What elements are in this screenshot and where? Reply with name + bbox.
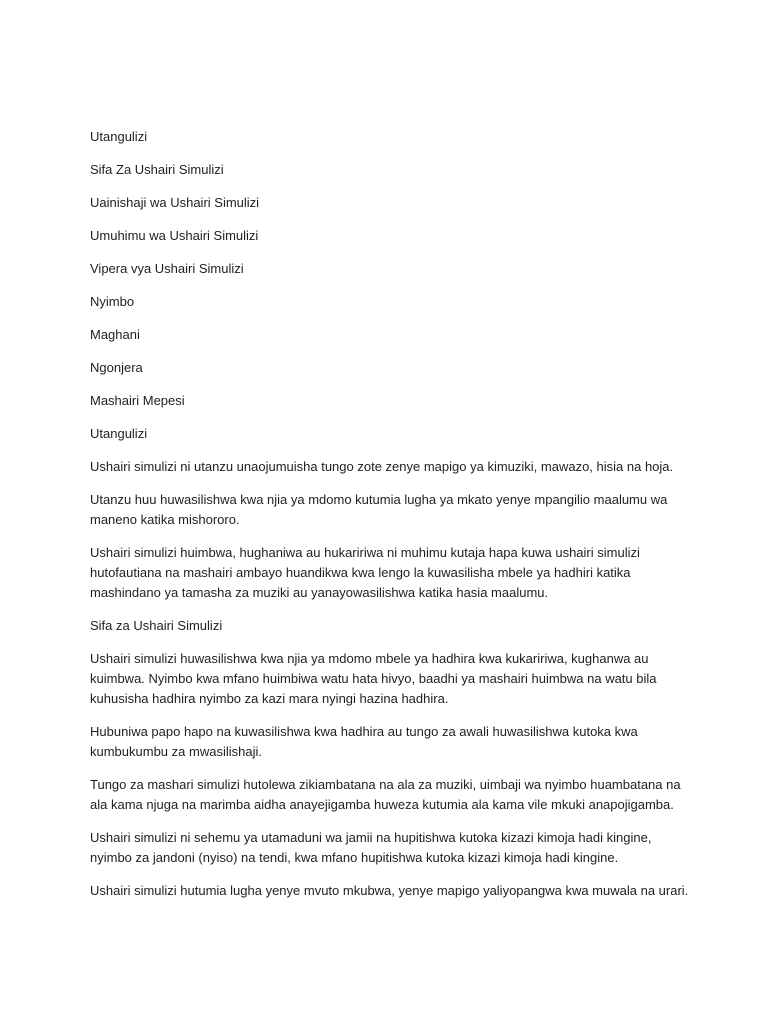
toc-item: Utangulizi	[90, 129, 148, 144]
paragraph: Ushairi simulizi hutumia lugha yenye mvuto mkubwa, yenye mapigo yaliyopangwa kwa muwala na urari.	[90, 883, 689, 898]
document-body	[90, 127, 690, 914]
toc-item: Maghani	[90, 327, 140, 342]
section-heading: Utangulizi	[90, 426, 148, 441]
toc-item: Nyimbo	[90, 294, 135, 309]
section-heading: Sifa za Ushairi Simulizi	[90, 618, 223, 633]
paragraph: Utanzu huu huwasilishwa kwa njia ya mdomo kutumia lugha ya mkato yenye mpangilio maalumu wa maneno katika mishororo.	[90, 492, 668, 527]
toc-item: Vipera vya Ushairi Simulizi	[90, 261, 244, 276]
toc-item: Ngonjera	[90, 360, 143, 375]
paragraph: Ushairi simulizi huimbwa, hughaniwa au hukaririwa ni muhimu kutaja hapa kuwa ushairi simulizi hutofautiana na mashairi ambayo huandikwa kwa lengo la kuwasilisha mbele ya hadhiri katika mashindano ya tamasha za muziki au yanayowasilishwa katika hasia maalumu.	[90, 545, 640, 600]
paragraph: Tungo za mashari simulizi hutolewa zikiambatana na ala za muziki, uimbaji wa nyimbo huambatana na ala kama njuga na marimba aidha anayejigamba huweza kutumia ala kama vile mkuki anapojigamba.	[90, 777, 681, 812]
toc-item: Sifa Za Ushairi Simulizi	[90, 162, 224, 177]
paragraph: Ushairi simulizi ni sehemu ya utamaduni wa jamii na hupitishwa kutoka kizazi kimoja hadi kingine, nyimbo za jandoni (nyiso) na tendi, kwa mfano hupitishwa kutoka kizazi kimoja hadi kingine.	[90, 830, 652, 865]
paragraph: Hubuniwa papo hapo na kuwasilishwa kwa hadhira au tungo za awali huwasilishwa kutoka kwa kumbukumbu za mwasilishaji.	[90, 724, 638, 759]
toc-item: Uainishaji wa Ushairi Simulizi	[90, 195, 260, 210]
toc-item: Umuhimu wa Ushairi Simulizi	[90, 228, 259, 243]
toc-item: Mashairi Mepesi	[90, 393, 185, 408]
paragraph: Ushairi simulizi huwasilishwa kwa njia ya mdomo mbele ya hadhira kwa kukaririwa, kughanwa au kuimbwa. Nyimbo kwa mfano huimbiwa watu hata hivyo, baadhi ya mashairi huimbwa na watu bila kuhusisha hadhira nyimbo za kazi mara nyingi hazina hadhira.	[90, 651, 657, 706]
paragraph: Ushairi simulizi ni utanzu unaojumuisha tungo zote zenye mapigo ya kimuziki, mawazo, hisia na hoja.	[90, 459, 674, 474]
